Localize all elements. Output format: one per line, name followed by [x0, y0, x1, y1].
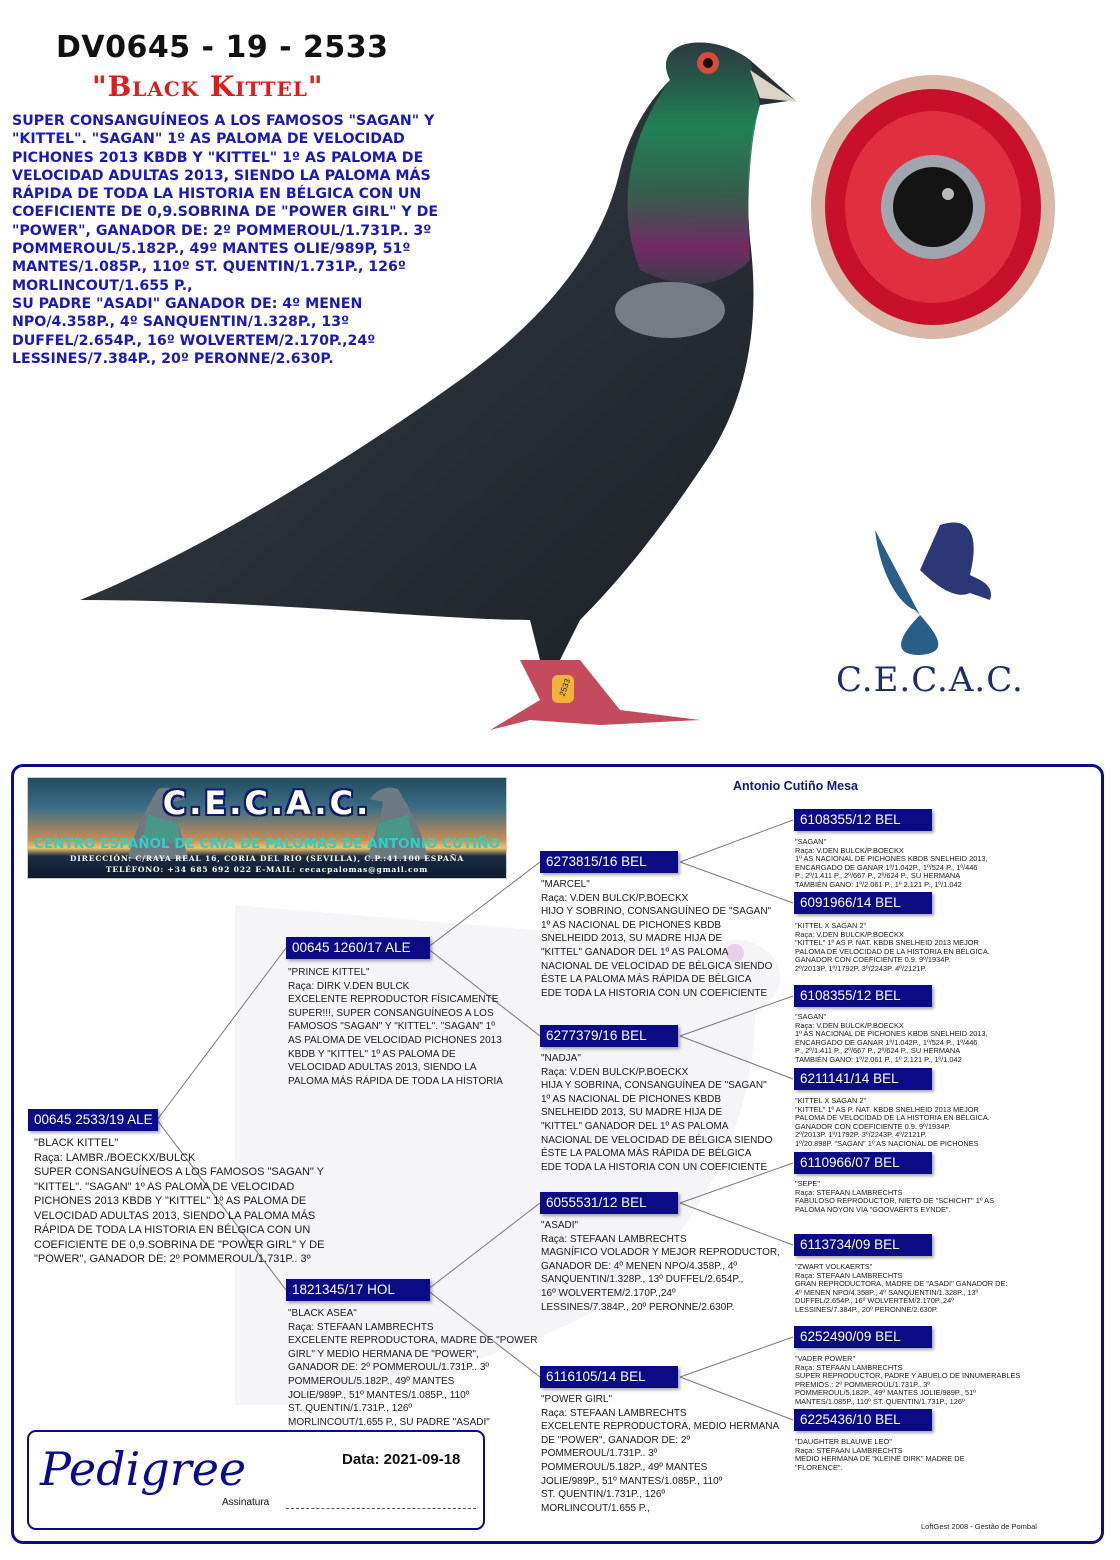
info-line: Raça: STEFAAN LAMBRECHTS [795, 1270, 903, 1280]
description-line: SU PADRE "ASADI" GANADOR DE: 4º MENEN [12, 295, 363, 312]
info-line: COEFICIENTE DE 0,9.SOBRINA DE "POWER GIRL" Y DE [34, 1238, 325, 1251]
pedigree-info-dss [795, 1180, 994, 1214]
info-line: ENCARGADO DE GANAR 1º/1.042P., 1º/524 P., 1º/446 [795, 1037, 978, 1047]
info-line: Raça: V.DEN BULCK/P.BOECKX [541, 1066, 689, 1078]
info-line: Raça: STEFAAN LAMBRECHTS [288, 1321, 434, 1333]
info-line: EXCELENTE REPRODUCTORA, MEDIO HERMANA [541, 1421, 780, 1433]
description-line: NPO/4.358P., 4º SANQUENTIN/1.328P., 13º [12, 314, 350, 331]
pedigree-info-dsd [795, 1263, 1008, 1314]
info-line: PALOMA MÁS RÁPIDA DE TODA LA HISTORIA [288, 1075, 503, 1087]
info-line: 2º/2013P. 1º/1792P. 3º/2243P. 4º/2121P. [795, 1130, 927, 1139]
info-line: Raça: V.DEN BULCK/P.BOECKX [795, 845, 904, 855]
info-line: "KITTEL X SAGAN 2" [795, 921, 867, 930]
info-line: 16º WOLVERTEM/2.170P.,24º [541, 1287, 676, 1299]
info-line: Raça: STEFAAN LAMBRECHTS [541, 1233, 687, 1245]
pedigree-info-ddd [795, 1438, 965, 1472]
info-line: 1º AS NACIONAL DE PICHONES KBDB [541, 1093, 721, 1105]
info-line: Raça: V.DEN BULCK/P.BOECKX [795, 929, 904, 939]
description-line: POMMEROUL/5.182P., 49º MANTES OLIE/989P, 51º [12, 241, 411, 258]
bird-name: "Black Kittel" [92, 70, 324, 103]
description-line: "KITTEL". "SAGAN" 1º AS PALOMA DE VELOCIDAD [12, 131, 405, 148]
info-line: VELOCIDAD ADULTAS 2013, SIENDO LA [288, 1062, 477, 1074]
banner-address: DIRECCIÓN: C/RAYA REAL 16, CORIA DEL RIO (SEVILLA), C.P.:41.100 ESPAÑA [69, 854, 465, 863]
pedigree-tag-dss[interactable]: 6110966/07 BEL [794, 1152, 932, 1174]
signature-line[interactable] [286, 1508, 476, 1509]
info-line: "DAUGHTER BLAUWE LEO" [795, 1437, 892, 1446]
info-line: LESSINES/7.384P., 20º PERONNE/2.630P. [541, 1301, 735, 1313]
info-line: "ZWART VOLKAERTS" [795, 1262, 873, 1271]
software-credit: LoftGest 2008 - Gestão de Pombal [921, 1522, 1037, 1531]
info-line: GRAN REPRODUCTORA, MADRE DE "ASADI" GANADOR DE: [795, 1279, 1008, 1288]
info-line: Raça: STEFAAN LAMBRECHTS [541, 1407, 687, 1419]
info-line: GANADOR CON COEFICIENTE 0.9. 9º/1934P. [795, 955, 951, 964]
info-line: LESSINES/7.384P., 20º PERONNE/2.630P. [795, 1304, 938, 1314]
signature-label: Assinatura [222, 1497, 270, 1508]
info-line: Raça: V.DEN BULCK/P.BOECKX [541, 892, 689, 904]
pedigree-tag-sire[interactable]: 00645 1260/17 ALE [286, 937, 430, 959]
cecac-banner [27, 777, 507, 879]
info-line: 2º/2013P. 1º/1792P. 3º/2243P. 4º/2121P. [795, 963, 927, 973]
description-line: RÁPIDA DE TODA LA HISTORIA EN BÉLGICA CON UN [12, 186, 422, 203]
pedigree-info-dam [288, 1307, 538, 1429]
info-line: TAMBIÉN GANO: 1º/2.061 P., 1º 2.121 P., 1º/1.042 [795, 1054, 962, 1064]
info-line: 1º/20.898P. "SAGAN" 1º AS NACIONAL DE PICHONES [795, 1138, 979, 1148]
pedigree-info-sds [795, 1013, 988, 1064]
info-line: "BLACK KITTEL" [34, 1137, 119, 1149]
info-line: PALOMA NOYON VIA "GOOVAERTS EYNDE". [795, 1204, 951, 1214]
info-line: PALOMA DE VELOCIDAD DE LA HISTORIA EN BÉLGICA. [795, 946, 990, 956]
info-line: JOLIE/989P., 51º MANTES/1.085P., 110º [288, 1389, 470, 1401]
info-line: SUPER REPRODUCTOR, PADRE Y ABUELO DE INNUMERABLES [795, 1371, 1021, 1380]
pedigree-tag-ssd[interactable]: 6091966/14 BEL [794, 892, 932, 914]
info-line: FAMOSOS "SAGAN" Y "KITTEL". "SAGAN" 1º [288, 1021, 495, 1033]
info-line: "VADER POWER" [795, 1354, 856, 1363]
info-line: "SAGAN" [795, 837, 827, 846]
pedigree-info-sdd [795, 1097, 990, 1148]
info-line: Raça: LAMBR./BOECKX/BULCK [34, 1151, 196, 1164]
info-line: SANQUENTIN/1.328P., 13º DUFFEL/2.654P., [541, 1274, 744, 1286]
info-line: MORLINCOUT/1.655 P., [541, 1502, 650, 1514]
info-line: 1º AS NACIONAL DE PICHONES KBDB [541, 919, 721, 931]
info-line: ST. QUENTIN/1.731P., 126º [288, 1403, 413, 1415]
info-line: MEDIO HERMANA DE "KLEINE DIRK" MADRE DE [795, 1454, 965, 1463]
info-line: 1º AS NACIONAL DE PICHONES KBDB SNELHEID 2013, [795, 854, 988, 863]
pedigree-tag-dds[interactable]: 6252490/09 BEL [794, 1326, 932, 1348]
pedigree-tag-ddd[interactable]: 6225436/10 BEL [794, 1409, 932, 1431]
info-line: ÉSTE LA PALOMA MÁS RÁPIDA DE BÉLGICA [541, 974, 752, 986]
banner-title: C.E.C.A.C. [162, 784, 372, 822]
description-line: SUPER CONSANGUÍNEOS A LOS FAMOSOS "SAGAN" Y [12, 113, 435, 129]
info-line: ENCARGADO DE GANAR 1º/1.042P., 1º/524 P., 1º/446 [795, 862, 978, 872]
info-line: PREMIOS.: 2º POMMEROUL/1.731P.. 3º [795, 1379, 931, 1389]
info-line: "FLORENCE". [795, 1462, 843, 1472]
pedigree-tag-subject[interactable]: 00645 2533/19 ALE [28, 1109, 158, 1131]
info-line: "SEPE" [795, 1179, 820, 1188]
info-line: HIJO Y SOBRINO, CONSANGUÍNEO DE "SAGAN" [541, 906, 772, 918]
info-line: P., 2º/1.411 P., 2º/667 P., 2º/624 P., SU HERMANA [795, 1046, 961, 1055]
info-line: "PRINCE KITTEL" [288, 967, 370, 978]
info-line: "POWER", GANADOR DE: 2º POMMEROUL/1.731P.. 3º [34, 1253, 311, 1265]
pedigree-date: Data: 2021-09-18 [342, 1451, 461, 1468]
info-line: POMMEROUL/5.182P., 49º MANTES JOLIE/989P., 51º [795, 1388, 976, 1397]
info-line: "KITTEL X SAGAN 2" [795, 1096, 867, 1105]
info-line: AS PALOMA DE VELOCIDAD PICHONES 2013 [288, 1034, 502, 1046]
info-line: MANTES/1.085P., 110º ST. QUENTIN/1.731P., 126º [795, 1396, 965, 1406]
info-line: 4º MENEN NPO/4.358P., 4º SANQUENTIN/1.328P., 13º [795, 1287, 979, 1297]
info-line: GANADOR DE: 2º POMMEROUL/1.731P.. 3º [288, 1362, 490, 1374]
pedigree-info-sire-dam [541, 1052, 772, 1174]
info-line: MAGNÍFICO VOLADOR Y MEJOR REPRODUCTOR, [541, 1247, 780, 1259]
leg-band-number: 2533 [557, 677, 573, 698]
pedigree-info-sire-sire [541, 878, 772, 1000]
info-line: EXCELENTE REPRODUCTORA, MADRE DE "POWER [288, 1335, 538, 1347]
info-line: "KITTEL" 1º AS P. NAT. KBDB SNELHEID 2013 MEJOR [795, 1104, 979, 1114]
banner-contact: TELÉFONO: +34 685 692 022 E-MAIL: cecacpalomas@gmail.com [105, 865, 429, 874]
info-line: Raça: DIRK V.DEN BULCK [288, 980, 410, 992]
description-line: COEFICIENTE DE 0,9.SOBRINA DE "POWER GIRL" Y DE [12, 204, 439, 221]
description-line: PICHONES 2013 KBDB Y "KITTEL" 1º AS PALOMA DE [12, 149, 424, 166]
info-line: HIJA Y SOBRINA, CONSANGUÍNEA DE "SAGAN" [541, 1080, 767, 1092]
info-line: "KITTEL" GANADOR DEL 1º AS PALOMA [541, 1120, 729, 1132]
pedigree-tag-dsd[interactable]: 6113734/09 BEL [794, 1234, 932, 1256]
info-line: POMMEROUL/5.182P., 49º MANTES [288, 1375, 455, 1387]
info-line: ÉSTE LA PALOMA MÁS RÁPIDA DE BÉLGICA [541, 1148, 752, 1160]
pedigree-info-dds [795, 1355, 1020, 1406]
info-line: DUFFEL/2.654P., 16º WOLVERTEM/2.170P.,24º [795, 1296, 954, 1305]
banner-subtitle: CENTRO ESPAÑOL DE CRIA DE PALOMAS DE ANTONIO CUTIÑO [33, 836, 500, 852]
info-line: JOLIE/989P., 51º MANTES/1.085P., 110º [541, 1475, 723, 1487]
pedigree-tag-sdd[interactable]: 6211141/14 BEL [794, 1068, 932, 1090]
info-line: "KITTEL" GANADOR DEL 1º AS PALOMA [541, 946, 729, 958]
info-line: "POWER GIRL" [541, 1394, 612, 1405]
info-line: RÁPIDA DE TODA LA HISTORIA EN BÉLGICA CON UN [34, 1224, 311, 1236]
info-line: "KITTEL" 1º AS P. NAT. KBDB SNELHEID 2013 MEJOR [795, 938, 979, 947]
info-line: SUPER!!!, SUPER CONSANGUÍNEOS A LOS [288, 1007, 494, 1019]
info-line: DE "POWER", GANADOR DE: 2º [541, 1434, 691, 1446]
info-line: ST. QUENTIN/1.731P., 126º [541, 1489, 666, 1501]
info-line: Raça: STEFAAN LAMBRECHTS [795, 1187, 903, 1197]
info-line: Raça: STEFAAN LAMBRECHTS [795, 1445, 903, 1455]
description-line: MANTES/1.085P., 110º ST. QUENTIN/1.731P., 126º [12, 259, 406, 276]
info-line: "ASADI" [541, 1220, 579, 1231]
cecac-logo-text: C.E.C.A.C. [836, 660, 1024, 700]
pedigree-info-sire [288, 966, 503, 1088]
info-line: "SAGAN" [795, 1012, 827, 1021]
info-line: POMMEROUL/1.731P.. 3º [541, 1448, 658, 1460]
info-line: GIRL" Y MEDIO HERMANA DE "POWER", [288, 1348, 479, 1360]
info-line: TAMBIÉN GANO: 1º/2.061 P., 1º 2.121 P., 1º/1.042 [795, 879, 962, 889]
ring-number-title: DV0645 - 19 - 2533 [56, 30, 389, 65]
info-line: GANADOR CON COEFICIENTE 0.9. 9º/1934P. [795, 1121, 951, 1131]
description-line: DUFFEL/2.654P., 16º WOLVERTEM/2.170P.,24º [12, 332, 376, 349]
bird-description [12, 112, 552, 368]
pedigree-info-dam-dam [541, 1393, 779, 1515]
pedigree-info-subject [34, 1136, 324, 1267]
info-line: SNELHEIDD 2013, SU MADRE HIJA DE [541, 933, 723, 945]
pedigree-info-sss [795, 838, 988, 889]
pedigree-tag-dam[interactable]: 1821345/17 HOL [286, 1279, 430, 1301]
pedigree-script-title: Pedigree [40, 1442, 247, 1496]
info-line: GANADOR DE: 4º MENEN NPO/4.358P., 4º [541, 1260, 738, 1272]
description-line: VELOCIDAD ADULTAS 2013, SIENDO LA PALOMA MÁS [12, 167, 431, 184]
owner-name: Antonio Cutiño Mesa [733, 779, 858, 793]
info-line: VELOCIDAD ADULTAS 2013, SIENDO LA PALOMA MÁS [34, 1209, 316, 1222]
info-line: MORLINCOUT/1.655 P., SU PADRE "ASADI" [288, 1416, 490, 1428]
info-line: 1º AS NACIONAL DE PICHONES KBDB SNELHEID 2013, [795, 1029, 988, 1038]
info-line: EDE TODA LA HISTORIA CON UN COEFICIENTE [541, 987, 768, 999]
description-line: LESSINES/7.384P., 20º PERONNE/2.630P. [12, 350, 334, 367]
pedigree-tag-dam-sire[interactable]: 6055531/12 BEL [540, 1192, 678, 1214]
info-line: "NADJA" [541, 1053, 581, 1064]
info-line: PALOMA DE VELOCIDAD DE LA HISTORIA EN BÉLGICA. [795, 1113, 990, 1122]
info-line: NACIONAL DE VELOCIDAD DE BÉLGICA SIENDO [541, 960, 773, 972]
info-line: PICHONES 2013 KBDB Y "KITTEL" 1º AS PALOMA DE [34, 1195, 307, 1207]
pedigree-info-dam-sire [541, 1219, 780, 1314]
pedigree-tag-sire-sire[interactable]: 6273815/16 BEL [540, 851, 678, 873]
info-line: POMMEROUL/5.182P., 49º MANTES [541, 1461, 708, 1473]
pedigree-tag-sds[interactable]: 6108355/12 BEL [794, 985, 932, 1007]
info-line: Raça: V.DEN BULCK/P.BOECKX [795, 1020, 904, 1030]
pedigree-tag-dam-dam[interactable]: 6116105/14 BEL [540, 1366, 678, 1388]
info-line: KBDB Y "KITTEL" 1º AS PALOMA DE [288, 1048, 456, 1060]
pedigree-info-ssd [795, 922, 990, 973]
info-line: "BLACK ASEA" [288, 1308, 357, 1319]
info-line: SUPER CONSANGUÍNEOS A LOS FAMOSOS "SAGAN" Y [34, 1166, 325, 1178]
info-line: EDE TODA LA HISTORIA CON UN COEFICIENTE [541, 1161, 768, 1173]
eye-closeup [808, 72, 1058, 342]
info-line: P., 2º/1.411 P., 2º/667 P., 2º/624 P., SU HERMANA [795, 871, 961, 880]
pedigree-tag-sire-dam[interactable]: 6277379/16 BEL [540, 1025, 678, 1047]
info-line: "KITTEL". "SAGAN" 1º AS PALOMA DE VELOCIDAD [34, 1180, 295, 1193]
info-line: "MARCEL" [541, 879, 590, 890]
pedigree-tag-sss[interactable]: 6108355/12 BEL [794, 809, 932, 831]
info-line: NACIONAL DE VELOCIDAD DE BÉLGICA SIENDO [541, 1134, 773, 1146]
info-line: SNELHEIDD 2013, SU MADRE HIJA DE [541, 1107, 723, 1119]
info-line: Raça: STEFAAN LAMBRECHTS [795, 1362, 903, 1372]
description-line: MORLINCOUT/1.655 P., [12, 277, 193, 294]
description-line: "POWER", GANADOR DE: 2º POMMEROUL/1.731P.. 3º [12, 222, 432, 239]
info-line: FABULOSO REPRODUCTOR, NIETO DE "SCHICHT" 1º AS [795, 1196, 995, 1205]
info-line: EXCELENTE REPRODUCTOR FÍSICAMENTE [288, 994, 499, 1006]
